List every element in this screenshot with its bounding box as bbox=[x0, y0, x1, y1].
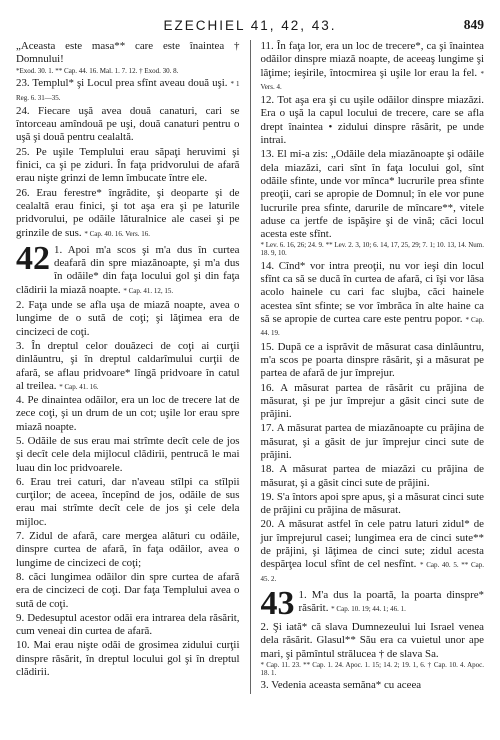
chapter-42-start bbox=[16, 244, 240, 297]
right-column bbox=[261, 40, 485, 694]
verse-42-7: 7. Zidul de afară, care mergea alături cu odăile, dinspre curtea de afară, în faţa odăilor, avea o lungime de cincizeci de coţi; bbox=[16, 530, 240, 569]
verse-42-19: 19. S'a întors apoi spre apus, şi a măsurat cinci sute de prăjini cu prăjina de măsurat. bbox=[260, 490, 484, 517]
running-title: EZECHIEL 41, 42, 43. bbox=[163, 18, 337, 33]
verse-42-2: 2. Faţa unde se afla uşa de miază noapte, avea o lungime de o sută de coţi; şi lăţimea era de cincizeci de coţi. bbox=[16, 299, 240, 338]
chapter-number: 42 bbox=[16, 243, 50, 277]
verse-42-9: 9. Dedesuptul acestor odăi era intrarea dela răsărit, cum veneai din curtea de afară. bbox=[16, 611, 240, 638]
cross-reference: * Cap. 40. 16. Vers. 16. bbox=[84, 229, 150, 238]
verse-42-6: 6. Erau trei caturi, dar n'aveau stîlpi ca stîlpii curţilor; de aceea, începînd de jos, odăile de sus erau mai strîmte decît cele de jos şi cele dela mijloc. bbox=[16, 475, 240, 528]
verse-42-17: 17. A măsurat partea de miazănoapte cu prăjina de măsurat, şi a găsit de jur împrejur cinci sute de prăjini. bbox=[260, 422, 484, 461]
verse-42-12: 12. Tot aşa era şi cu uşile odăilor dinspre miazăzi. Era o uşă la capul locului de trecere, care se afla drept înaintea • zidului dinspre răsărit, pe unde intrai. bbox=[260, 94, 484, 147]
verse-42-10: 10. Mai erau nişte odăi de grosimea zidului curţii dinspre răsărit, în dreptul locului gol şi în dreptul clădirii. bbox=[16, 639, 240, 679]
verse-41-24: 24. Fiecare uşă avea două canaturi, cari se întorceau amîndouă pe uşi, două canaturi pentru o uşă şi două pentru cealaltă. bbox=[16, 104, 240, 144]
chapter-43-start bbox=[261, 589, 485, 619]
cross-reference: * Cap. 44. 19. bbox=[260, 316, 484, 338]
verse-42-8: 8. căci lungimea odăilor din spre curtea de afară era de cincizeci de coţi. Dar faţa Templului avea o sută de coţi. bbox=[16, 570, 240, 610]
verse-42-14: 14. Cînd* vor intra preoţii, nu vor ieşi din locul sfînt ca să se ducă în curtea de afară, ci îşi vor lăsa acolo hainele cu cari fac slujba, căci hainele acestea sînt sfinte; se vor îmbrăca în alte haine ca să se apropie de curtea care este pentru popor. * Cap. 44. 19. bbox=[260, 259, 484, 338]
verse-42-16: 16. A măsurat partea de răsărit cu prăjina de măsurat, şi pe jur împrejur a găsit cinci sute de prăjini. bbox=[260, 381, 484, 421]
cross-reference: * Cap. 10. 19; 44. 1; 46. 1. bbox=[331, 605, 406, 614]
cross-reference: * Cap. 41. 12, 15. bbox=[123, 286, 174, 295]
cross-reference: * 1 Reg. 6. 31—35. bbox=[16, 80, 240, 102]
verse-42-5: 5. Odăile de sus erau mai strîmte decît cele de jos şi decît cele dela mijlocul clădirii, pentrucă le mai luau din loc pridvoarele. bbox=[16, 435, 240, 474]
cross-reference: * Cap. 11. 23. ** Cap. 1. 24. Apoc. 1. 15; 14. 2; 19. 1, 6. † Cap. 10. 4. Apoc. 18. 1. bbox=[260, 660, 484, 677]
page-number: 849 bbox=[463, 17, 484, 32]
cross-reference: * Lev. 6. 16, 26; 24. 9. ** Lev. 2. 3, 10; 6. 14, 17, 25, 29; 7. 1; 10. 13, 14. Num. 18. 9, 10. bbox=[260, 241, 484, 258]
verse-41-25: 25. Pe uşile Templului erau săpaţi heruvimi şi finici, ca şi pe ziduri. În faţa pridvorului de afară erau nişte grinzi de lemn îmbucate între ele. bbox=[16, 145, 240, 185]
verse-43-3: 3. Vedenia aceasta semăna* cu aceea bbox=[260, 679, 422, 692]
verse-42-13: 13. El mi-a zis: „Odăile dela miazănoapte şi odăile dela miazăzi, cari sînt în faţa locului gol, sînt odăile sfinte, unde vor mînca* lucrurile prea sfinte preoţii, cari se apropie de Domnul; în ele vor pune lucrurile prea sfinte, darurile de mîncare**, vitele aduse ca jertfe de ispăşire şi de vină; căci locul acesta este sfînt. bbox=[260, 148, 484, 241]
verse-42-1: 1. Apoi m'a scos şi m'a dus în curtea deafară din spre miazănoapte, şi m'a dus în odăile* din faţa locului gol şi din faţa clădirii la miază noapte. bbox=[16, 243, 240, 296]
cross-reference: * Cap. 40. 5. ** Cap. 45. 2. bbox=[260, 561, 484, 583]
verse-41-22-end: „Aceasta este masa** care este înaintea † Domnului! bbox=[16, 40, 240, 66]
chapter-number: 43 bbox=[260, 588, 295, 619]
verse-42-18: 18. A măsurat partea de miazăzi cu prăjina de măsurat, şi a găsit cinci sute de prăjini. bbox=[260, 463, 484, 489]
column-divider bbox=[250, 40, 251, 694]
verse-41-26: 26. Erau ferestre* îngrădite, şi deoparte şi de cealaltă erau finici, şi tot aşa era şi pe laturile pridvorului, pe odăile lăturalnice ale casei şi pe grinzile de sus. * Cap. 40. 16. Vers. 16. bbox=[16, 186, 240, 239]
cross-reference: * Cap. 41. 16. bbox=[59, 382, 99, 391]
verse-43-2: 2. Şi iată* că slava Dumnezeului lui Israel venea dela răsărit. Glasul** Său era ca vuietul unor ape mari, şi pămîntul strălucea † de slava Sa. bbox=[260, 620, 484, 660]
cross-reference: * Vers. 4. bbox=[260, 69, 484, 91]
text-columns bbox=[16, 40, 484, 694]
verse-42-4: 4. Pe dinaintea odăilor, era un loc de trecere lat de zece coţi, şi un drum de un cot; uşile lor erau spre miază noapte. bbox=[16, 394, 240, 433]
verse-42-20: 20. A măsurat astfel în cele patru laturi zidul* de jur împrejurul casei; lungimea era de cinci sute** de prăjini, şi lăţimea de cinci sute; zidul acesta despărţea locul sfînt de cel nesfînt. * Cap. 40. 5. ** Cap. 45. 2. bbox=[260, 518, 484, 583]
verse-42-3: 3. În dreptul celor douăzeci de coţi ai curţii dinlăuntru, şi în dreptul caldarîmului curţii de afară, se aflau pridvoare* lîngă pridvoare în catul al treilea. * Cap. 41. 16. bbox=[16, 339, 240, 392]
verse-41-23: 23. Templul* şi Locul prea sfînt aveau două uşi. * 1 Reg. 6. 31—35. bbox=[16, 77, 240, 102]
verse-42-15: 15. După ce a isprăvit de măsurat casa dinlăuntru, m'a scos pe poarta dinspre răsărit, şi a măsurat pe partea de afară de jur împrejur. bbox=[260, 340, 484, 380]
verse-42-11: 11. În faţa lor, era un loc de trecere*, ca şi înaintea odăilor dinspre miază noapte, de aceeaş lungime şi lăţime; ieşirile, întocmirea şi uşile lor erau la fel. * Vers. 4. bbox=[260, 40, 484, 91]
cross-reference: *Exod. 30. 1. ** Cap. 44. 16. Mal. 1. 7. 12. † Exod. 30. 8. bbox=[16, 66, 179, 75]
verse-43-1: 1. M'a dus la poartă, la poarta dinspre* răsărit. bbox=[298, 588, 484, 615]
left-column bbox=[16, 40, 240, 694]
page-header bbox=[16, 14, 484, 40]
